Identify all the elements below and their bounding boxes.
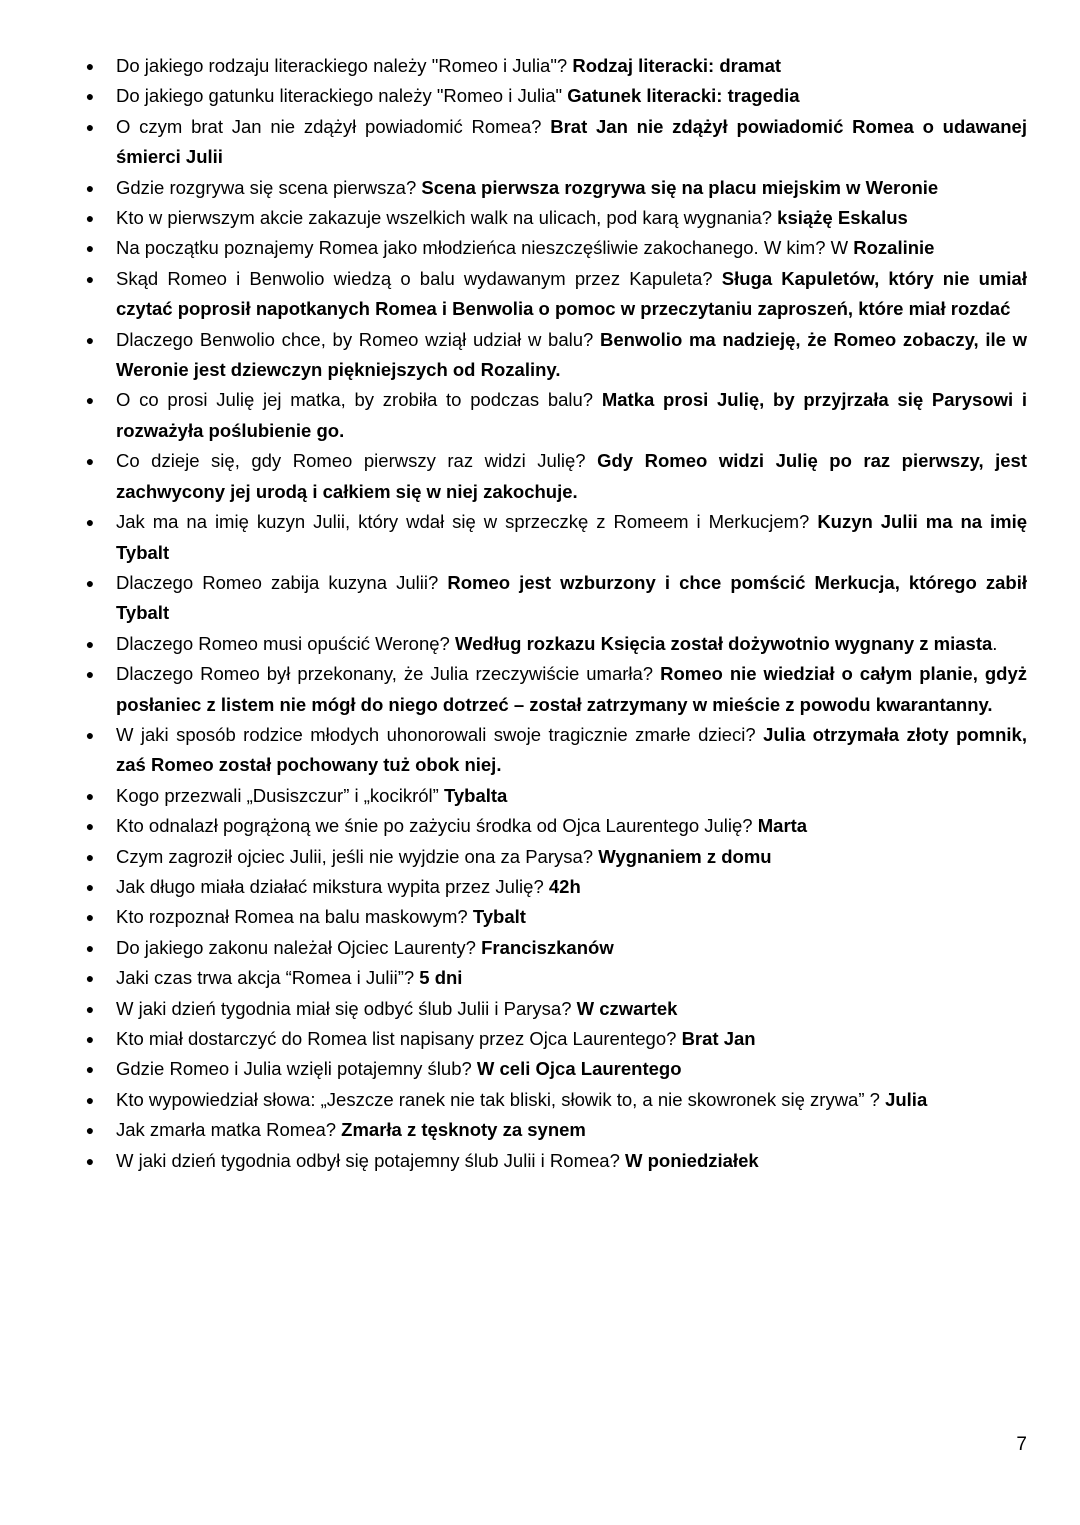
bullet-icon: ●	[85, 392, 95, 409]
answer-text: Franciszkanów	[481, 936, 614, 958]
answer-text: Gdy Romeo widzi Julię po raz pierwszy, jest zachwycony jej urodą i całkiem się w niej zakochuje.	[116, 450, 1027, 502]
list-item	[80, 781, 1027, 811]
question-text: Czym zagroził ojciec Julii, jeśli nie wyjdzie ona za Parysa?	[116, 845, 599, 867]
question-text: Dlaczego Romeo zabija kuzyna Julii?	[116, 571, 448, 593]
bullet-icon: ●	[85, 1122, 95, 1139]
bullet-icon: ●	[85, 514, 95, 531]
question-text: Kto miał dostarczyć do Romea list napisany przez Ojca Laurentego?	[116, 1028, 682, 1049]
bullet-icon: ●	[85, 240, 95, 257]
answer-text: Kuzyn Julii ma na imię Tybalt	[116, 511, 1028, 563]
bullet-icon: ●	[85, 118, 95, 135]
list-item	[80, 264, 1027, 325]
bullet-icon: ●	[85, 270, 95, 287]
list-item	[80, 203, 1027, 233]
bullet-icon: ●	[85, 848, 95, 865]
question-text: Dlaczego Romeo musi opuścić Weronę?	[116, 632, 455, 654]
list-item	[80, 872, 1027, 902]
answer-text: Według rozkazu Księcia został dożywotnio wygnany z miasta	[454, 632, 993, 654]
page-number: 7	[1016, 1434, 1027, 1455]
list-item	[80, 1085, 1027, 1115]
question-text: Kto w pierwszym akcie zakazuje wszelkich walk na ulicach, pod karą wygnania?	[116, 207, 778, 229]
question-text: Jak zmarła matka Romea?	[116, 1119, 342, 1141]
bullet-icon: ●	[85, 1061, 95, 1078]
list-item	[80, 1054, 1027, 1084]
list-item	[80, 963, 1027, 993]
list-item	[80, 720, 1027, 781]
answer-text: Brat Jan nie zdążył powiadomić Romea o udawanej śmierci Julii	[116, 115, 1027, 168]
list-item	[80, 507, 1027, 568]
bullet-icon: ●	[85, 453, 95, 470]
list-item	[80, 629, 1027, 659]
list-item	[80, 1115, 1027, 1145]
list-item	[80, 325, 1027, 386]
bullet-icon: ●	[85, 179, 95, 196]
bullet-icon: ●	[85, 909, 95, 926]
list-item	[80, 994, 1027, 1024]
list-item	[80, 446, 1027, 507]
bullet-icon: ●	[85, 1000, 95, 1017]
answer-text: Wygnaniem z domu	[598, 845, 772, 867]
answer-text: Sługa Kapuletów, który nie umiał czytać poprosił napotkanych Romea i Benwolia o pomoc w przeczytaniu zaproszeń, które miał rozdać	[116, 267, 1027, 320]
list-item	[80, 568, 1027, 629]
question-text: Jak długo miała działać mikstura wypita przez Julię?	[116, 875, 549, 897]
bullet-icon: ●	[85, 726, 95, 743]
answer-text: W celi Ojca Laurentego	[476, 1058, 682, 1080]
answer-text: Tybalt	[472, 906, 526, 928]
bullet-icon: ●	[85, 666, 95, 683]
answer-text: Romeo jest wzburzony i chce pomścić Merkucja, którego zabił Tybalt	[116, 571, 1027, 624]
bullet-icon: ●	[85, 1152, 95, 1169]
question-text: O co prosi Julię jej matka, by zrobiła to podczas balu?	[116, 389, 602, 411]
answer-text: Matka prosi Julię, by przyjrzała się Parysowi i rozważyła poślubienie go.	[116, 389, 1027, 441]
bullet-icon: ●	[85, 970, 95, 987]
question-text: Do jakiego rodzaju literackiego należy "Romeo i Julia"?	[116, 55, 573, 76]
list-item	[80, 385, 1027, 446]
bullet-icon: ●	[85, 635, 95, 652]
question-text: Do jakiego gatunku literackiego należy "Romeo i Julia"	[116, 85, 568, 107]
question-text: W jaki dzień tygodnia miał się odbyć ślub Julii i Parysa?	[116, 997, 577, 1019]
bullet-icon: ●	[85, 878, 95, 895]
answer-text: książę Eskalus	[777, 207, 908, 229]
question-text: Kogo przezwali „Dusiszczur” i „kocikról”	[116, 784, 444, 806]
answer-text: W poniedziałek	[625, 1149, 759, 1171]
bullet-icon: ●	[85, 58, 95, 74]
question-text: Kto odnalazł pogrążoną we śnie po zażyciu środka od Ojca Laurentego Julię?	[116, 815, 758, 837]
list-item	[80, 112, 1027, 173]
bullet-icon: ●	[85, 88, 95, 105]
question-text: Skąd Romeo i Benwolio wiedzą o balu wydawanym przez Kapuleta?	[116, 267, 722, 289]
question-text: O czym brat Jan nie zdążył powiadomić Romea?	[116, 115, 551, 137]
question-text: Dlaczego Benwolio chce, by Romeo wziął udział w balu?	[116, 328, 601, 350]
list-item	[80, 933, 1027, 963]
answer-text: Rozalinie	[853, 237, 935, 259]
question-text: Dlaczego Romeo był przekonany, że Julia rzeczywiście umarła?	[116, 663, 661, 685]
list-item	[80, 659, 1027, 720]
question-text: W jaki sposób rodzice młodych uhonorowali swoje tragicznie zmarłe dzieci?	[116, 723, 764, 745]
bullet-icon: ●	[85, 939, 95, 956]
answer-text: Julia	[885, 1088, 928, 1110]
question-text: Na początku poznajemy Romea jako młodzieńca nieszczęśliwie zakochanego. W kim? W	[116, 237, 854, 259]
list-item	[80, 1146, 1027, 1176]
question-text: Do jakiego zakonu należał Ojciec Laurenty?	[116, 936, 482, 958]
answer-text: Brat Jan	[681, 1028, 756, 1049]
answer-text: 42h	[548, 875, 581, 897]
bullet-icon: ●	[85, 1031, 95, 1047]
answer-text: Tybalta	[443, 784, 508, 806]
list-item	[80, 842, 1027, 872]
bullet-icon: ●	[85, 574, 95, 591]
answer-text: Scena pierwsza rozgrywa się na placu miejskim w Weronie	[421, 176, 939, 198]
bullet-icon: ●	[85, 331, 95, 348]
question-text: Gdzie Romeo i Julia wzięli potajemny ślub?	[116, 1058, 477, 1080]
question-text: Jak ma na imię kuzyn Julii, który wdał się w sprzeczkę z Romeem i Merkucjem?	[116, 511, 818, 533]
list-item	[80, 902, 1027, 932]
answer-text: Romeo nie wiedział o całym planie, gdyż posłaniec z listem nie mógł do niego dotrzeć – został zatrzymany w mieście z powodu kwarantanny.	[116, 663, 1027, 715]
bullet-icon: ●	[85, 787, 95, 804]
answer-text: Gatunek literacki: tragedia	[567, 85, 800, 107]
answer-text: Benwolio ma nadzieję, że Romeo zobaczy, ile w Weronie jest dziewczyn piękniejszych od Rozaliny.	[116, 328, 1027, 381]
question-answer-list	[80, 51, 1027, 1176]
question-text: Jaki czas trwa akcja “Romea i Julii”?	[116, 967, 420, 989]
answer-text: Marta	[757, 815, 808, 837]
question-text: Kto wypowiedział słowa: „Jeszcze ranek nie tak bliski, słowik to, a nie skowronek się zrywa” ?	[116, 1088, 886, 1110]
answer-text: Rodzaj literacki: dramat	[572, 55, 782, 76]
question-text: Kto rozpoznał Romea na balu maskowym?	[116, 906, 473, 928]
bullet-icon: ●	[85, 210, 95, 227]
list-item	[80, 81, 1027, 111]
list-item	[80, 811, 1027, 841]
trailing-punctuation: .	[992, 632, 998, 654]
list-item	[80, 1024, 1027, 1054]
answer-text: W czwartek	[576, 997, 678, 1019]
answer-text: Zmarła z tęsknoty za synem	[341, 1119, 586, 1141]
list-item	[80, 173, 1027, 203]
bullet-icon: ●	[85, 1091, 95, 1108]
question-text: W jaki dzień tygodnia odbył się potajemny ślub Julii i Romea?	[116, 1149, 626, 1171]
question-text: Co dzieje się, gdy Romeo pierwszy raz widzi Julię?	[116, 450, 598, 472]
question-text: Gdzie rozgrywa się scena pierwsza?	[116, 176, 422, 198]
bullet-icon: ●	[85, 818, 95, 835]
list-item	[80, 233, 1027, 263]
answer-text: 5 dni	[419, 967, 463, 989]
answer-text: Julia otrzymała złoty pomnik, zaś Romeo został pochowany tuż obok niej.	[116, 723, 1027, 776]
list-item	[80, 51, 1027, 81]
